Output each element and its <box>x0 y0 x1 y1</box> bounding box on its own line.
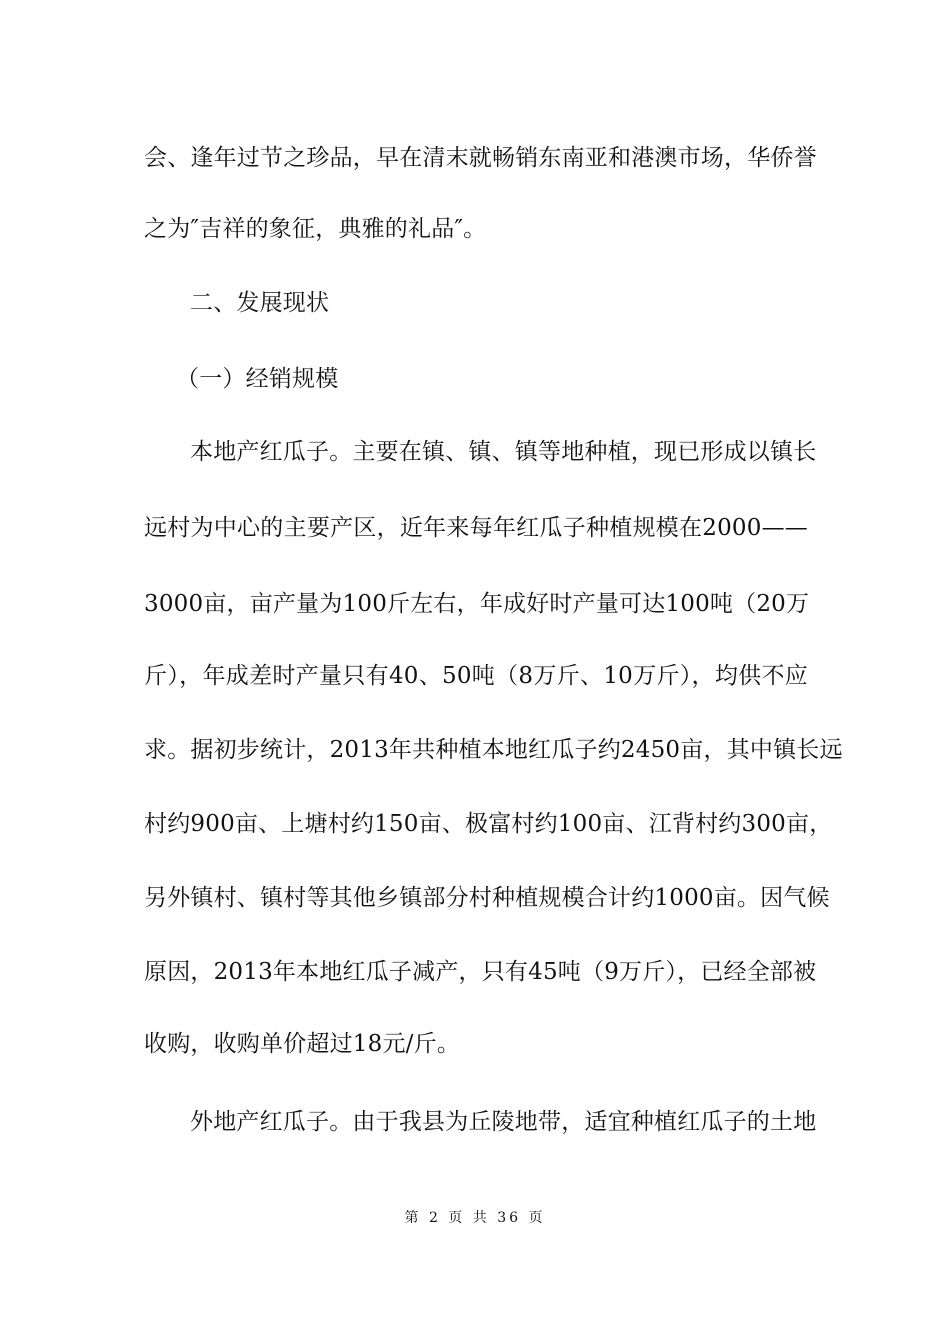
page-number-footer: 第 2 页 共 36 页 <box>404 1210 546 1226</box>
paragraph-line: 原因，2013年本地红瓜子减产，只有45吨（9万斤），已经全部被 <box>144 959 817 985</box>
paragraph-line: 3000亩，亩产量为100斤左右，年成好时产量可达100吨（20万 <box>144 591 810 617</box>
paragraph-line: 收购，收购单价超过18元/斤。 <box>144 1031 461 1057</box>
section-heading: 二、发展现状 <box>190 290 330 316</box>
paragraph-line: 之为″吉祥的象征，典雅的礼品″。 <box>144 216 487 242</box>
subsection-heading: （一）经销规模 <box>176 366 339 392</box>
paragraph-line: 本地产红瓜子。主要在镇、镇、镇等地种植，现已形成以镇长 <box>190 439 817 465</box>
paragraph-line: 会、逢年过节之珍品，早在清末就畅销东南亚和港澳市场，华侨誉 <box>144 145 817 171</box>
paragraph-line: 远村为中心的主要产区，近年来每年红瓜子种植规模在2000—— <box>144 515 808 541</box>
paragraph-line: 斤），年成差时产量只有40、50吨（8万斤、10万斤），均供不应 <box>144 663 808 689</box>
paragraph-line: 求。据初步统计，2013年共种植本地红瓜子约2450亩，其中镇长远 <box>144 737 843 763</box>
paragraph-line: 外地产红瓜子。由于我县为丘陵地带，适宜种植红瓜子的土地 <box>190 1109 817 1135</box>
paragraph-line: 另外镇村、镇村等其他乡镇部分村种植规模合计约1000亩。因气候 <box>144 885 830 911</box>
paragraph-line: 村约900亩、上塘村约150亩、极富村约100亩、江背村约300亩， <box>144 811 833 837</box>
